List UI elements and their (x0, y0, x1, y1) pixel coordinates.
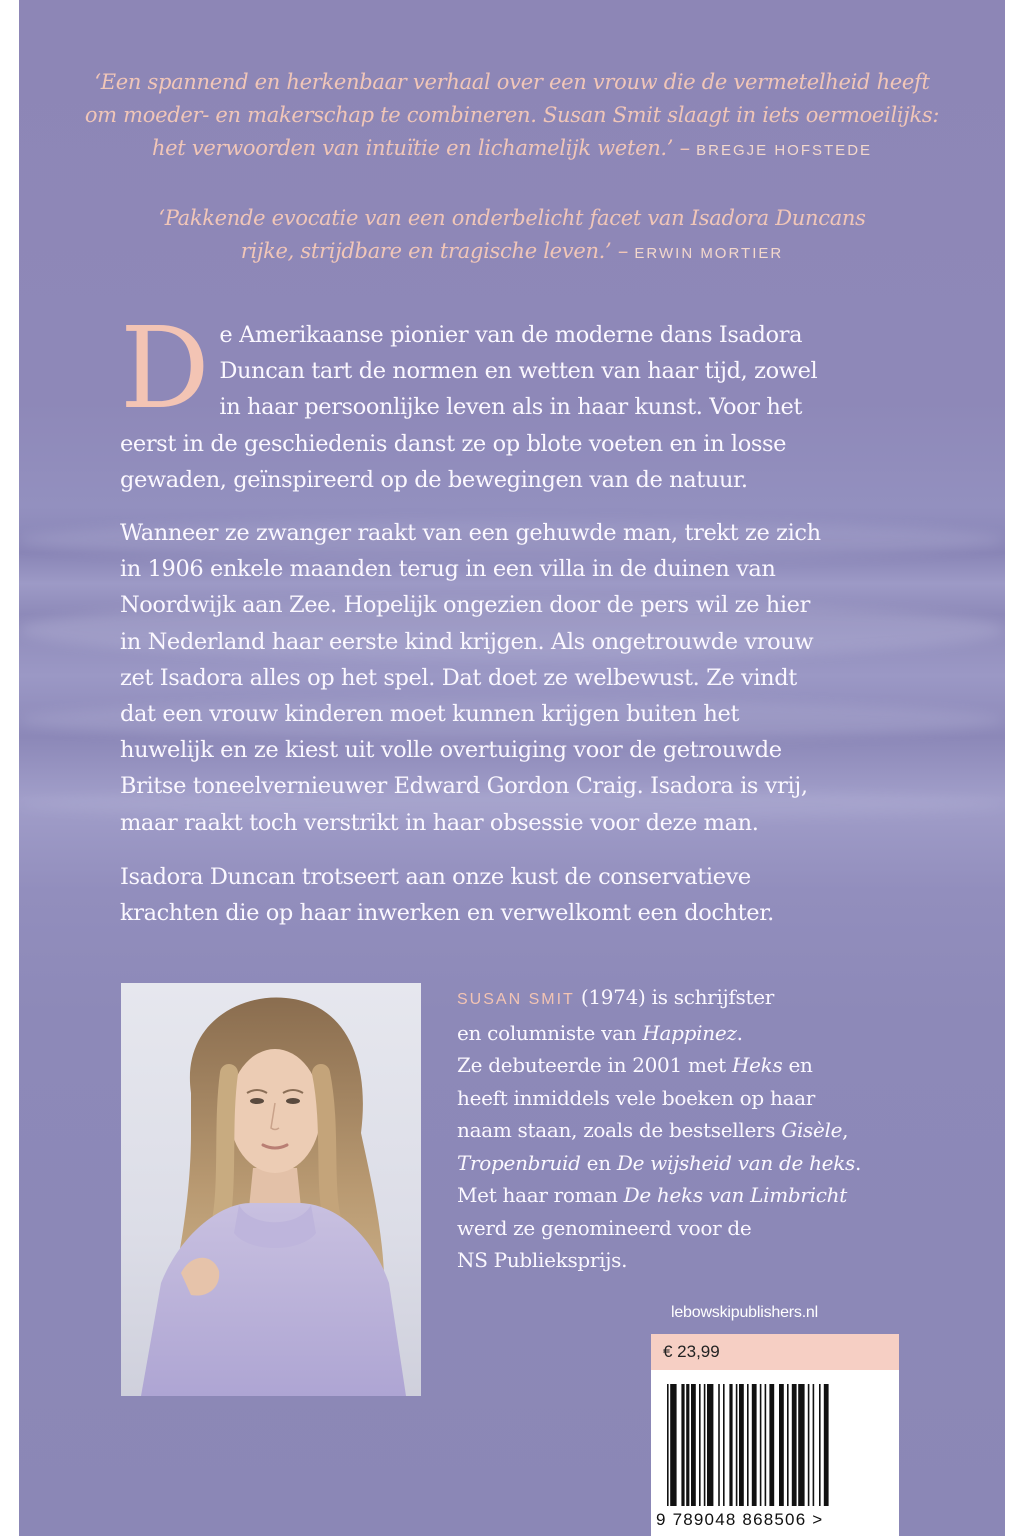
bio-text: en columniste van (457, 1020, 643, 1045)
barcode-bar (752, 1384, 757, 1506)
blurb-line: in Nederland haar eerste kind krijgen. Als ongetrouwde vrouw (120, 628, 814, 655)
bio-text: . (854, 1150, 862, 1175)
isbn-barcode (651, 1370, 899, 1536)
blurb-line: maar raakt toch verstrikt in haar obsessie voor deze man. (120, 809, 759, 836)
blurb-line: Wanneer ze zwanger raakt van een gehuwde man, trekt ze zich (120, 520, 821, 546)
bio-title: Happinez (642, 1020, 737, 1045)
quote-text: rijke, strijdbare en tragische leven.’ (240, 239, 612, 263)
bio-line: NS Publieksprijs. (457, 1248, 628, 1272)
barcode-bar (787, 1384, 789, 1506)
blurb-line: in 1906 enkele maanden terug in een villa in de duinen van (120, 556, 776, 583)
blurb-paragraph-3 (120, 859, 910, 931)
blurb-line: krachten die op haar inwerken en verwelkomt een dochter. (120, 900, 774, 927)
barcode-bar (808, 1384, 810, 1506)
author-portrait-illustration (121, 983, 421, 1396)
barcode-bar (819, 1384, 821, 1506)
barcode-bar (704, 1384, 706, 1506)
review-quote-2 (49, 202, 975, 270)
quote-line: ‘Een spannend en herkenbaar verhaal over een vrouw die de vermetelheid heeft (94, 70, 930, 94)
book-back-cover (19, 0, 1005, 1536)
author-bio (457, 981, 927, 1277)
blurb-line: in haar persoonlijke leven als in haar kunst. Voor het (219, 394, 803, 421)
blurb-line: huwelijk en ze kiest uit volle overtuiging voor de getrouwde (120, 737, 782, 764)
bio-line (457, 1179, 927, 1212)
blurb-line: Noordwijk aan Zee. Hopelijk ongezien door de pers wil ze hier (120, 592, 810, 619)
barcode-bar (747, 1384, 749, 1506)
bio-text: (1974) is schrijfster (574, 985, 775, 1009)
barcode-bar (691, 1384, 696, 1506)
blurb-line: Britse toneelvernieuwer Edward Gordon Craig. Isadora is vrij, (120, 773, 808, 800)
quote-line (49, 235, 975, 270)
barcode-bar (707, 1384, 713, 1506)
barcode-bar (813, 1384, 815, 1506)
quote-line (49, 132, 975, 167)
quote-author: BREGJE HOFSTEDE (696, 142, 873, 159)
blurb-line: gewaden, geïnspireerd op de bewegingen van de natuur. (120, 466, 748, 493)
quote-author: ERWIN MORTIER (634, 245, 784, 262)
barcode-bar (686, 1384, 689, 1506)
blurb-line: Duncan tart de normen en wetten van haar tijd, zowel (219, 358, 818, 385)
author-name: SUSAN SMIT (457, 991, 575, 1008)
quote-line: ‘Pakkende evocatie van een onderbelicht facet van Isadora Duncans (158, 206, 866, 230)
bio-text: naam staan, zoals de bestsellers (457, 1118, 782, 1142)
blurb-line: e Amerikaanse pionier van de moderne dans Isadora (219, 322, 803, 348)
barcode-bar (739, 1384, 744, 1506)
blurb-paragraph-2 (120, 515, 910, 841)
barcode-bar (718, 1384, 720, 1506)
barcode-bar (798, 1384, 804, 1506)
barcode-bar (792, 1384, 797, 1506)
bio-text: , (842, 1118, 849, 1142)
bio-title: Heks (731, 1053, 783, 1077)
barcode-bar (667, 1384, 669, 1506)
bio-title: Gisèle (781, 1118, 843, 1142)
barcode-bar (736, 1384, 738, 1506)
barcode-bar (723, 1384, 725, 1506)
barcode-bar (824, 1384, 829, 1506)
blurb-paragraph-1 (120, 304, 910, 498)
barcode-bars (651, 1370, 899, 1510)
barcode-bar (729, 1384, 732, 1506)
bio-line (457, 1114, 927, 1147)
bio-line (457, 1049, 927, 1082)
blurb-line: dat een vrouw kinderen moet kunnen krijgen buiten het (120, 701, 740, 728)
bio-text: Met haar roman (457, 1183, 624, 1207)
barcode-bar (670, 1384, 676, 1506)
bio-text: Ze debuteerde in 2001 met (457, 1053, 732, 1077)
barcode-digits: 9 789048 868506 > (656, 1510, 824, 1529)
blurb-line: eerst in de geschiedenis danst ze op blote voeten en in losse (120, 430, 787, 457)
bio-line (457, 1017, 927, 1050)
bio-title: Tropenbruid (457, 1150, 581, 1175)
barcode-bar (769, 1384, 774, 1506)
publisher-website: lebowskipublishers.nl (671, 1304, 818, 1321)
bio-title: De heks van Limbricht (623, 1183, 847, 1207)
bio-line (457, 1147, 927, 1180)
quote-dash: – (679, 136, 690, 160)
drop-cap: D (120, 304, 210, 434)
bio-title: De wijsheid van de heks (616, 1150, 855, 1175)
bio-text: en (580, 1150, 617, 1175)
bio-line (457, 981, 927, 1017)
barcode-bar (765, 1384, 767, 1506)
quote-text: het verwoorden van intuïtie en lichamelijk weten.’ (151, 136, 674, 160)
bio-line: werd ze genomineerd voor de (457, 1215, 752, 1240)
barcode-bar (779, 1384, 784, 1506)
blurb-line: Isadora Duncan trotseert aan onze kust de conservatieve (120, 864, 751, 890)
price-label (651, 1334, 899, 1370)
quote-dash: – (617, 239, 629, 263)
author-photo (121, 983, 421, 1396)
barcode-bar (681, 1384, 684, 1506)
bio-text: en (782, 1053, 813, 1077)
barcode-bar (699, 1384, 701, 1506)
blurb-line: zet Isadora alles op het spel. Dat doet ze welbewust. Ze vindt (120, 664, 797, 691)
price-text: € 23,99 (663, 1342, 720, 1361)
review-quote-1 (49, 66, 975, 167)
bio-line: heeft inmiddels vele boeken op haar (457, 1085, 816, 1110)
quote-line: om moeder- en makerschap te combineren. Susan Smit slaagt in iets oermoeilijks: (84, 103, 940, 127)
barcode-bar (760, 1384, 762, 1506)
bio-text: . (736, 1020, 743, 1045)
